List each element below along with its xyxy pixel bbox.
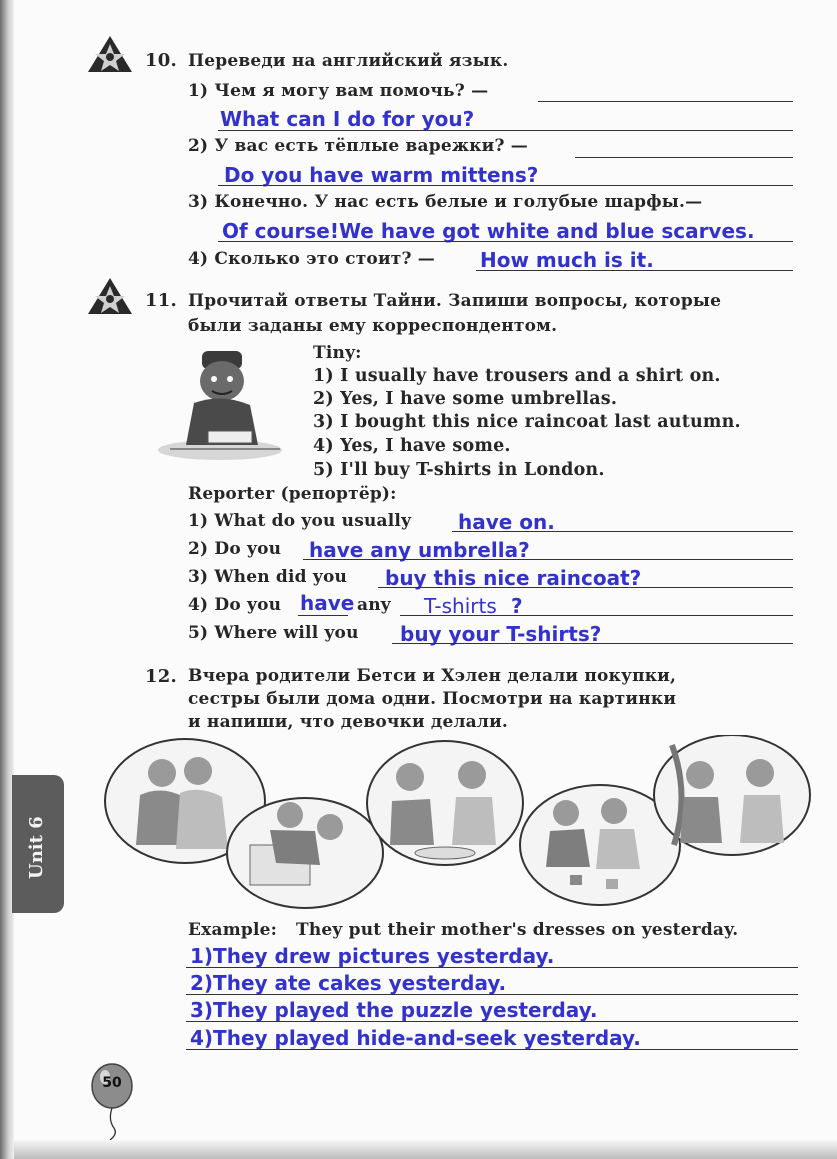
answer-line (218, 185, 793, 186)
reporter-answer-1: have on. (458, 510, 555, 534)
page-number: 50 (102, 1075, 122, 1091)
answer-line (538, 101, 793, 102)
reporter-answer-3: buy this nice raincoat? (385, 566, 642, 590)
reporter-question-4: 4) Do you (188, 595, 282, 615)
picture-eating-cakes (367, 741, 523, 865)
exercise-12-number: 12. (145, 666, 177, 687)
ex10-answer-1: What can I do for you? (220, 107, 475, 131)
ex12-answer-1: 1)They drew pictures yesterday. (190, 944, 555, 968)
ex10-question-3: 3) Конечно. У нас есть белые и голубые шарфы.— (188, 192, 703, 212)
reporter-answer-4b: T-shirts (424, 594, 497, 618)
star-emblem-icon (86, 276, 134, 316)
answer-line (186, 1021, 798, 1022)
unit-tab (12, 775, 64, 913)
answer-line (298, 615, 348, 616)
exercise-12-title-line1: Вчера родители Бетси и Хэлен делали покупки, (188, 666, 677, 686)
reporter-question-3: 3) When did you (188, 567, 348, 587)
reporter-answer-5: buy your T-shirts? (400, 622, 602, 646)
answer-line (303, 559, 793, 560)
exercise-12-title-line3: и напиши, что девочки делали. (188, 712, 508, 732)
answer-line (392, 643, 793, 644)
example-label: Example: (188, 920, 278, 940)
reporter-label: Reporter (репортёр): (188, 484, 397, 504)
page-number-balloon (90, 1062, 134, 1112)
answer-line (186, 1049, 798, 1050)
tiny-label: Tiny: (313, 343, 362, 363)
tiny-line-3: 3) I bought this nice raincoat last autumn. (313, 412, 741, 432)
reporter-answer-2: have any umbrella? (309, 538, 530, 562)
reporter-answer-4a: have (300, 591, 355, 615)
exercise-12-title-line2: сестры были дома одни. Посмотри на картинки (188, 689, 677, 709)
ex10-answer-3: Of course!We have got white and blue scarves. (222, 219, 755, 243)
unit-tab-label: Unit 6 (26, 816, 47, 879)
answer-line (218, 241, 793, 242)
answer-line (476, 270, 793, 271)
reporter-answer-4c: ? (511, 594, 523, 618)
ex10-question-4: 4) Сколько это стоит? — (188, 249, 435, 269)
tiny-line-2: 2) Yes, I have some umbrellas. (313, 389, 618, 409)
answer-line (186, 994, 798, 995)
answer-line (218, 130, 793, 131)
answer-line (378, 587, 793, 588)
tiny-line-4: 4) Yes, I have some. (313, 436, 511, 456)
answer-line (575, 157, 793, 158)
exercise-11-number: 11. (145, 290, 177, 311)
picture-hide-and-seek (654, 735, 810, 855)
reporter-question-4-any: any (357, 595, 391, 615)
reporter-question-5: 5) Where will you (188, 623, 359, 643)
tiny-line-5: 5) I'll buy T-shirts in London. (313, 460, 605, 480)
answer-line (400, 615, 793, 616)
ex10-question-1: 1) Чем я могу вам помочь? — (188, 81, 489, 101)
exercise-11-title-line1: Прочитай ответы Тайни. Запиши вопросы, которые (188, 291, 722, 311)
reporter-question-1: 1) What do you usually (188, 511, 412, 531)
exercise-11-title-line2: были заданы ему корреспондентом. (188, 316, 558, 336)
picture-drawing (227, 798, 383, 908)
ex12-answer-3: 3)They played the puzzle yesterday. (190, 998, 598, 1022)
exercise-10-number: 10. (145, 50, 177, 71)
ex10-answer-2: Do you have warm mittens? (224, 163, 539, 187)
ex10-question-2: 2) У вас есть тёплые варежки? — (188, 136, 528, 156)
ex10-answer-4: How much is it. (480, 248, 654, 272)
picture-strip (100, 735, 820, 915)
star-emblem-icon (86, 34, 134, 74)
example-text: They put their mother's dresses on yesterday. (296, 920, 739, 940)
page-binding-shadow (0, 0, 14, 1159)
answer-line (452, 531, 793, 532)
reporter-question-2: 2) Do you (188, 539, 282, 559)
page-bottom-shadow (14, 1140, 837, 1159)
exercise-10-title: Переведи на английский язык. (188, 51, 509, 71)
ex12-answer-2: 2)They ate cakes yesterday. (190, 971, 507, 995)
ex12-answer-4: 4)They played hide-and-seek yesterday. (190, 1026, 641, 1050)
tiny-line-1: 1) I usually have trousers and a shirt on. (313, 366, 721, 386)
tiny-character-illustration (150, 345, 310, 465)
answer-line (186, 967, 798, 968)
